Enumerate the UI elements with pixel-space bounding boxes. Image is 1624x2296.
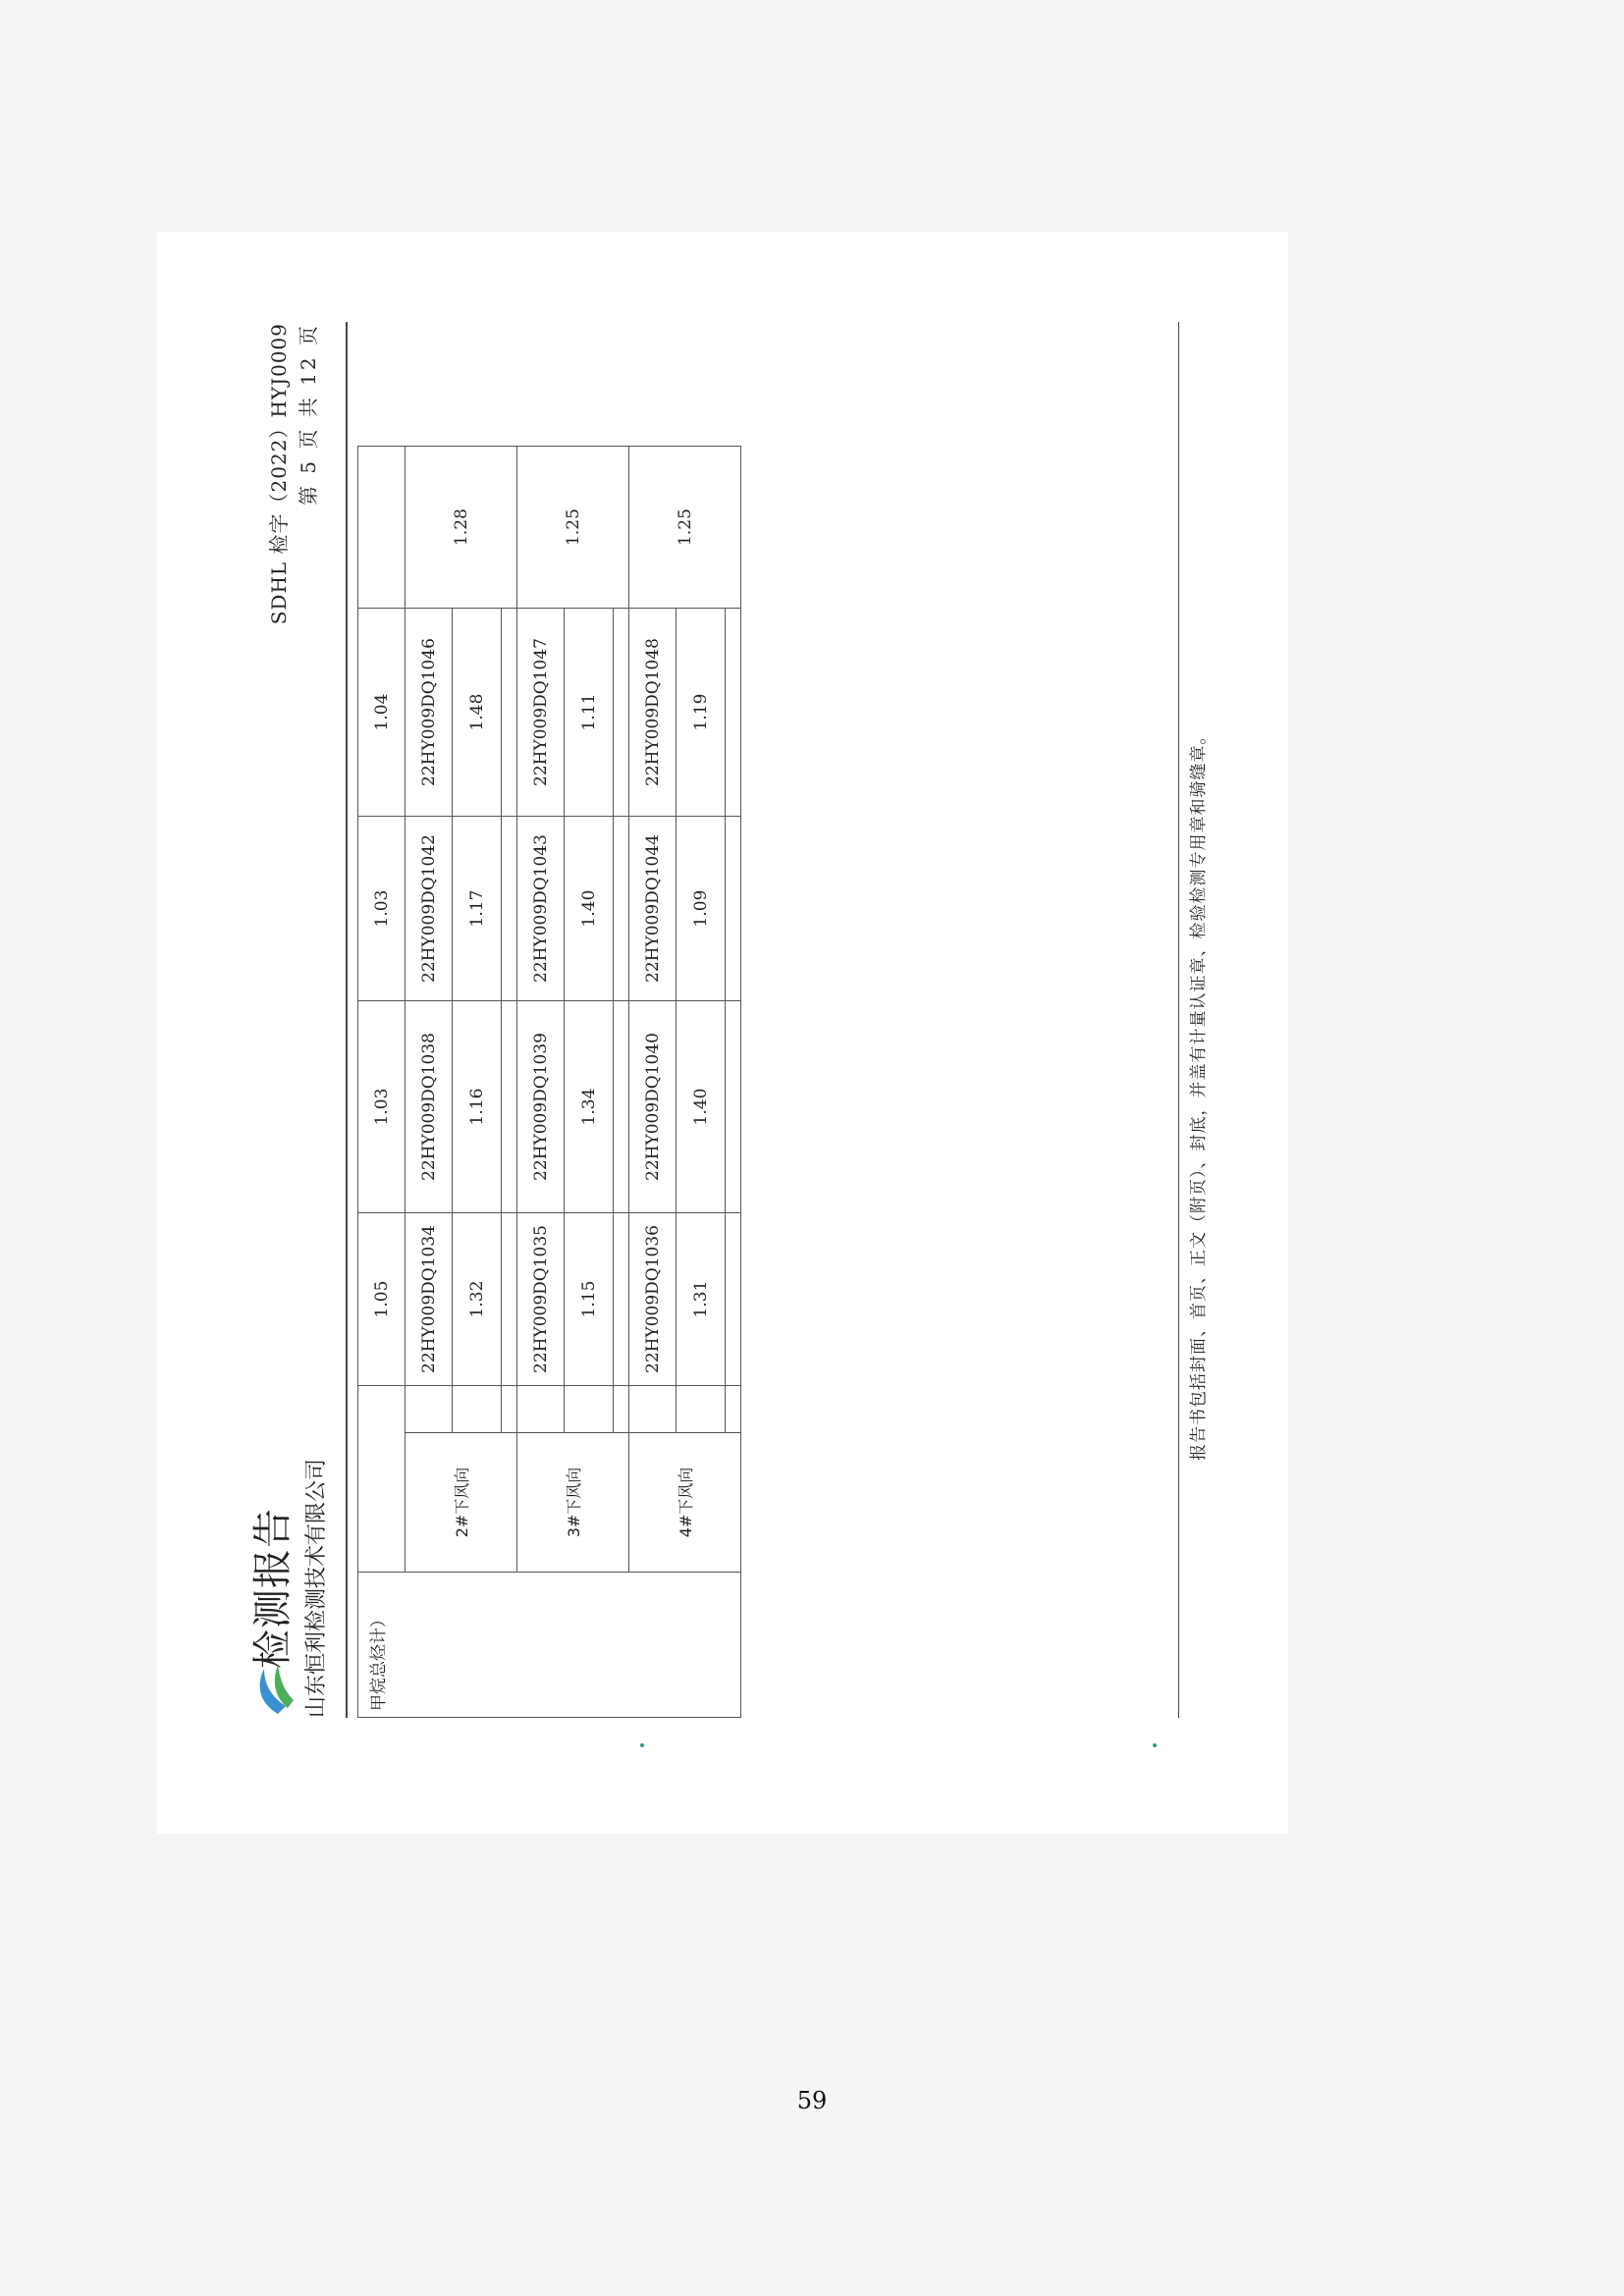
table-cell: [726, 1386, 741, 1433]
parameter-cell: 甲烷总烃计）: [358, 1573, 741, 1718]
table-cell: [614, 1213, 629, 1386]
table-cell: [726, 1001, 741, 1213]
scan-speck: [1153, 1743, 1157, 1747]
table-cell: 1.03: [358, 817, 406, 1001]
max-value-cell: 1.25: [629, 447, 741, 609]
table-row: [406, 447, 453, 1718]
table-cell: [614, 1386, 629, 1433]
table-cell: [614, 609, 629, 817]
table-cell: [358, 1386, 406, 1573]
table-row: [629, 447, 677, 1718]
scanned-report-page: [157, 232, 1288, 1834]
table-cell: [726, 609, 741, 817]
table-cell: [629, 1386, 677, 1433]
location-cell: 3#下风向: [517, 1433, 629, 1573]
value-cell: 1.16: [453, 1001, 502, 1213]
footer-note: 报告书包括封面、首页、正文（附页）、封底，并盖有计量认证章、检验检测专用章和骑缝章。: [1189, 726, 1209, 1461]
table-cell: [502, 1001, 517, 1213]
table-cell: [726, 1213, 741, 1386]
report-number: SDHL 检字（2022）HYJ0009: [267, 323, 291, 625]
sample-id-cell: 22HY009DQ1034: [406, 1213, 453, 1386]
page-number: 59: [796, 2087, 828, 2114]
sample-id-cell: 22HY009DQ1042: [406, 817, 453, 1001]
location-cell: 2#下风向: [406, 1433, 517, 1573]
results-table: [357, 446, 741, 1718]
table-cell: [614, 1001, 629, 1213]
table-row: [517, 447, 565, 1718]
sample-id-cell: 22HY009DQ1036: [629, 1213, 677, 1386]
table-cell: [502, 1386, 517, 1433]
location-cell: 4#下风向: [629, 1433, 741, 1573]
value-cell: 1.09: [677, 817, 726, 1001]
sample-id-cell: 22HY009DQ1040: [629, 1001, 677, 1213]
value-cell: 1.32: [453, 1213, 502, 1386]
sample-id-cell: 22HY009DQ1035: [517, 1213, 565, 1386]
header-divider: [346, 322, 348, 1718]
sample-id-cell: 22HY009DQ1046: [406, 609, 453, 817]
table-row: [358, 447, 406, 1718]
table-cell: [614, 817, 629, 1001]
page-info: 第 5 页 共 12 页: [297, 323, 320, 506]
table-cell: 1.03: [358, 1001, 406, 1213]
value-cell: 1.19: [677, 609, 726, 817]
footer-divider: [1178, 322, 1179, 1718]
table-cell: 1.04: [358, 609, 406, 817]
sample-id-cell: 22HY009DQ1044: [629, 817, 677, 1001]
sample-id-cell: 22HY009DQ1039: [517, 1001, 565, 1213]
table-cell: [502, 609, 517, 817]
table-cell: [726, 817, 741, 1001]
value-cell: 1.11: [565, 609, 614, 817]
sample-id-cell: 22HY009DQ1047: [517, 609, 565, 817]
value-cell: 1.31: [677, 1213, 726, 1386]
value-cell: 1.40: [677, 1001, 726, 1213]
table-cell: [677, 1386, 726, 1433]
table-cell: [502, 817, 517, 1001]
sample-id-cell: 22HY009DQ1038: [406, 1001, 453, 1213]
table-cell: [565, 1386, 614, 1433]
sample-id-cell: 22HY009DQ1048: [629, 609, 677, 817]
value-cell: 1.17: [453, 817, 502, 1001]
max-value-cell: 1.25: [517, 447, 629, 609]
value-cell: 1.15: [565, 1213, 614, 1386]
max-value-cell: 1.28: [406, 447, 517, 609]
table-cell: [406, 1386, 453, 1433]
table-cell: 1.05: [358, 1213, 406, 1386]
value-cell: 1.34: [565, 1001, 614, 1213]
company-name: 山东恒利检测技术有限公司: [304, 1458, 329, 1718]
sample-id-cell: 22HY009DQ1043: [517, 817, 565, 1001]
table-cell: [453, 1386, 502, 1433]
rotated-report-content: [157, 232, 1288, 1834]
table-cell: [502, 1213, 517, 1386]
table-cell: [517, 1386, 565, 1433]
value-cell: 1.40: [565, 817, 614, 1001]
logo-title: 检测报告: [250, 1508, 296, 1669]
scan-speck: [640, 1743, 644, 1747]
value-cell: 1.48: [453, 609, 502, 817]
table-cell: [358, 447, 406, 609]
